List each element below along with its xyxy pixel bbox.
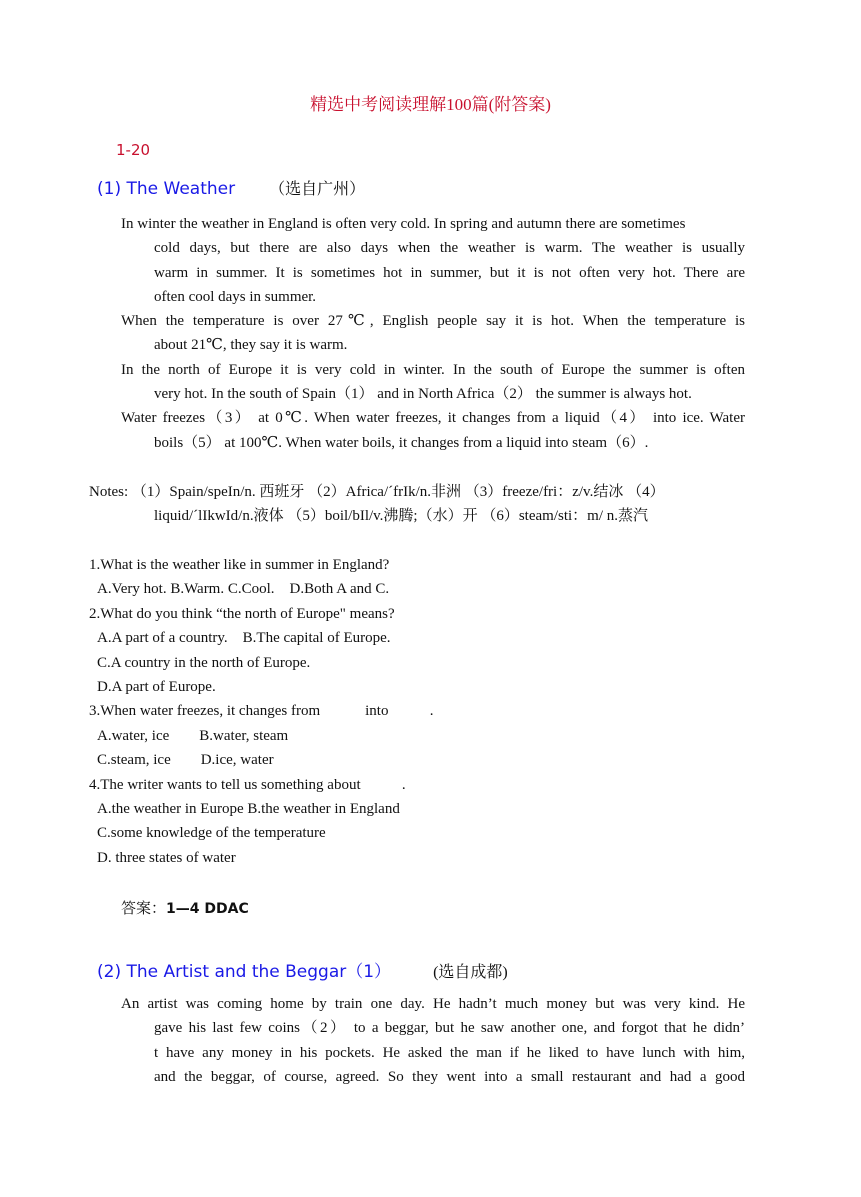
question: 3.When water freezes, it changes from into . — [89, 703, 434, 720]
passage-1-heading — [97, 176, 365, 199]
passage-1-body — [121, 212, 745, 455]
paragraph-line: In the north of Europe it is very cold in winter. In the south of Europe the summer is often — [121, 361, 745, 378]
paragraph-line: very hot. In the south of Spain（1） and in North Africa（2） the summer is always hot. — [154, 386, 692, 403]
paragraph-line: and the beggar, of course, agreed. So they went into a small restaurant and had a good — [154, 1068, 745, 1085]
page-title: 精选中考阅读理解100篇(附答案) — [310, 95, 551, 114]
question-options: C.some knowledge of the temperature — [97, 825, 326, 842]
paragraph-line: boils（5） at 100℃. When water boils, it changes from a liquid into steam（6）. — [154, 434, 649, 451]
question-options: A.the weather in Europe B.the weather in England — [97, 801, 400, 818]
passage-1-title: (1) The Weather — [97, 179, 236, 199]
paragraph-line: When the temperature is over 27℃, English people say it is hot. When the temperature is — [121, 313, 745, 330]
question: 4.The writer wants to tell us something about . — [89, 776, 406, 793]
question-options: D.A part of Europe. — [97, 679, 216, 696]
question-options: C.steam, ice D.ice, water — [97, 752, 274, 769]
paragraph-line: cold days, but there are also days when the weather is warm. The weather is usually — [154, 240, 745, 257]
notes-line: Notes: （1）Spain/speIn/n. 西班牙 （2）Africa/ˊfrIk/n.非洲 （3）freeze/fri：z/v.结冰 （4） — [89, 484, 665, 500]
question: 2.What do you think “the north of Europe" means? — [89, 605, 395, 622]
question-options: A.A part of a country. B.The capital of Europe. — [97, 630, 391, 647]
paragraph-line: An artist was coming home by train one day. He hadn’t much money but was very kind. He — [121, 996, 745, 1012]
paragraph-line: warm in summer. It is sometimes hot in summer, but it is not often very hot. There are — [154, 264, 745, 281]
section-label: 1-20 — [116, 141, 151, 159]
paragraph-line: gave his last few coins（2） to a beggar, but he saw another one, and forgot that he didn’ — [154, 1020, 745, 1037]
passage-2-source: (选自成都) — [433, 964, 508, 981]
paragraph-line: often cool days in summer. — [154, 288, 317, 305]
question-options: A.Very hot. B.Warm. C.Cool. D.Both A and C. — [97, 581, 390, 598]
passage-2-heading — [97, 957, 508, 982]
question-options: A.water, ice B.water, steam — [97, 727, 289, 744]
paragraph-line: t have any money in his pockets. He asked the man if he liked to have lunch with him, — [154, 1044, 745, 1061]
paragraph-line: Water freezes（3） at 0℃. When water freezes, it changes from a liquid（4） into ice. Water — [121, 410, 745, 427]
paragraph-line: In winter the weather in England is often very cold. In spring and autumn there are sometimes — [121, 216, 686, 232]
vocabulary-notes — [89, 480, 749, 529]
passage-2-body — [121, 992, 745, 1089]
answer-value: 1—4 DDAC — [166, 901, 249, 917]
question-options: D. three states of water — [97, 849, 236, 866]
question: 1.What is the weather like in summer in England? — [89, 557, 390, 573]
paragraph-line: about 21℃, they say it is warm. — [154, 337, 348, 354]
answer-label: 答案： — [121, 901, 167, 917]
notes-line: liquid/ˊlIkwId/n.液体 （5）boil/bIl/v.沸腾;（水）开 （6）steam/sti：m/ n.蒸汽 — [154, 508, 649, 525]
passage-1-source: （选自广州） — [269, 179, 366, 198]
passage-2-title: (2) The Artist and the Beggar（1） — [97, 962, 392, 982]
question-options: C.A country in the north of Europe. — [97, 654, 311, 671]
answer-key — [121, 897, 249, 918]
question-list — [89, 553, 433, 870]
